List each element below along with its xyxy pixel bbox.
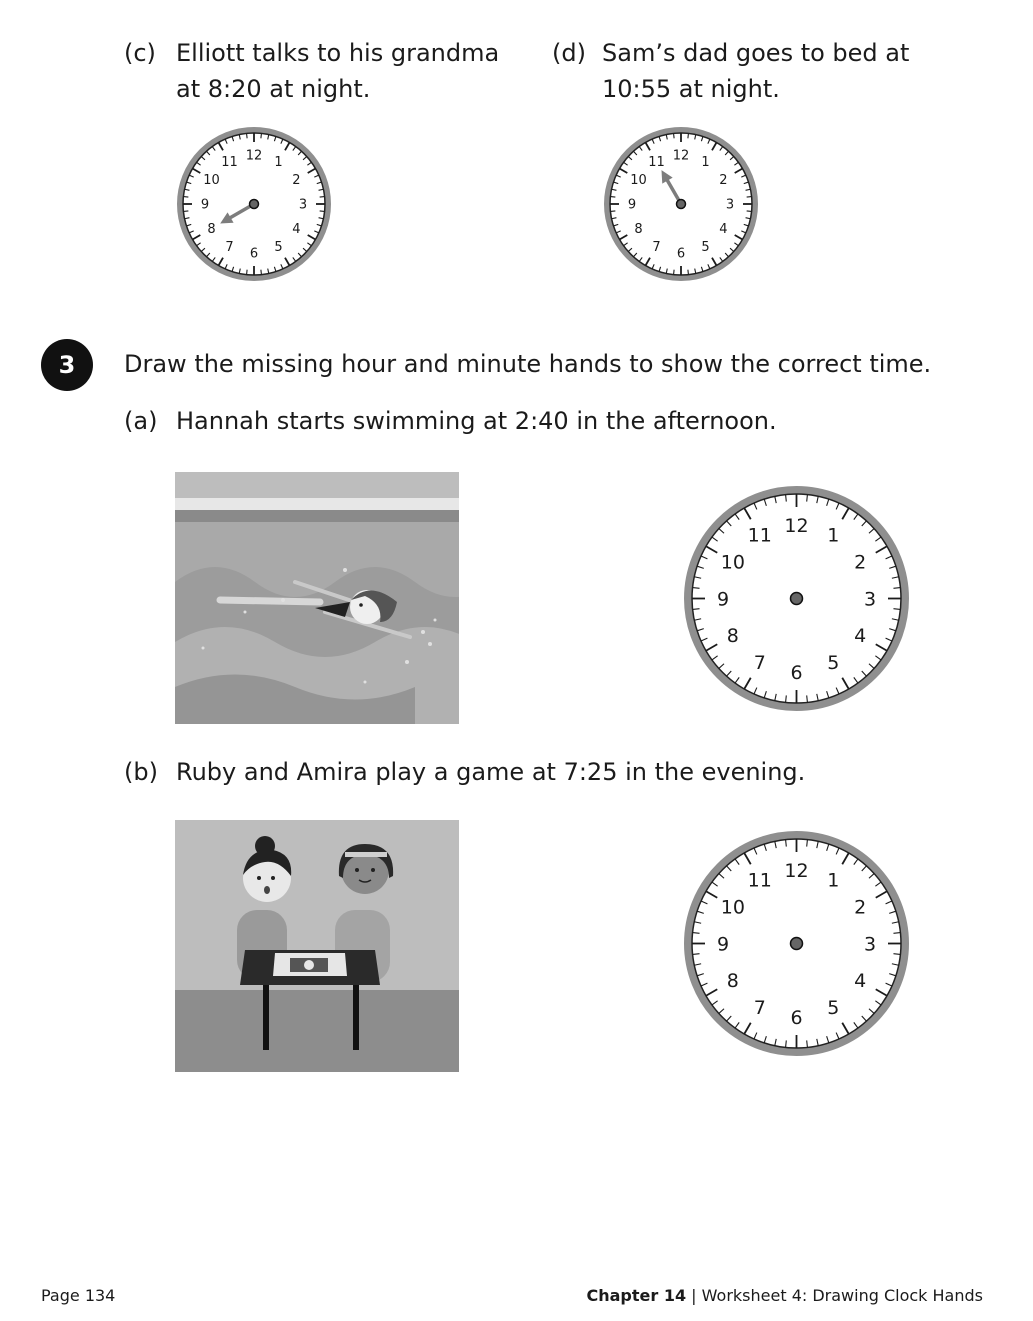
clock-number: 12 <box>672 148 690 164</box>
question-3-badge: 3 <box>41 339 93 391</box>
clock-number: 3 <box>725 197 735 213</box>
clock-number: 1 <box>827 869 840 892</box>
clock-number: 7 <box>753 996 766 1019</box>
clock-tick <box>674 133 675 138</box>
clock-number: 8 <box>207 222 216 238</box>
clock-tick <box>807 695 808 702</box>
clock-number: 9 <box>716 933 730 956</box>
clock-number: 8 <box>634 222 643 238</box>
clock-tick <box>688 133 689 138</box>
clock-number: 1 <box>701 155 710 171</box>
clock-number: 2 <box>719 173 728 189</box>
board-game-illustration <box>175 820 459 1072</box>
clock-number: 10 <box>720 896 745 919</box>
question-d-line2: 10:55 at night. <box>602 75 780 103</box>
clock-tick <box>786 840 787 847</box>
part-a-label: (a) <box>124 407 158 435</box>
clock-number: 4 <box>854 625 867 648</box>
clock-number: 6 <box>790 1006 803 1029</box>
clock-tick <box>893 933 900 934</box>
clock-number: 2 <box>854 896 867 919</box>
page-number: Page 134 <box>41 1286 116 1305</box>
clock-tick <box>674 270 675 275</box>
clock-number: 6 <box>676 246 686 262</box>
clock-tick <box>183 197 188 198</box>
clock-tick <box>261 133 262 138</box>
clock-number: 12 <box>784 859 809 882</box>
clock-tick <box>261 270 262 275</box>
clock-number: 4 <box>719 222 728 238</box>
clock-number: 3 <box>863 933 877 956</box>
clock-a <box>683 485 910 712</box>
clock-tick <box>747 211 752 212</box>
clock-tick <box>247 133 248 138</box>
clock-number: 7 <box>652 240 661 256</box>
clock-number: 11 <box>648 155 665 171</box>
part-a-text: Hannah starts swimming at 2:40 in the afternoon. <box>176 407 777 435</box>
clock-c <box>176 126 332 282</box>
clock-tick <box>747 197 752 198</box>
question-c-label: (c) <box>124 39 156 67</box>
question-c-line1: Elliott talks to his grandma <box>176 39 500 67</box>
clock-number: 5 <box>274 240 283 256</box>
part-b-text: Ruby and Amira play a game at 7:25 in the evening. <box>176 758 806 786</box>
swimming-illustration <box>175 472 459 724</box>
clock-tick <box>610 211 615 212</box>
clock-b <box>683 830 910 1057</box>
clock-tick <box>183 211 188 212</box>
clock-number: 5 <box>827 996 840 1019</box>
clock-tick <box>786 495 787 502</box>
part-b-label: (b) <box>124 758 158 786</box>
clock-number: 12 <box>784 514 809 537</box>
clock-number: 9 <box>716 588 730 611</box>
clock-number: 2 <box>854 551 867 574</box>
question-c-line2: at 8:20 at night. <box>176 75 371 103</box>
clock-tick <box>688 270 689 275</box>
clock-number: 1 <box>827 524 840 547</box>
question-d-line1: Sam’s dad goes to bed at <box>602 39 910 67</box>
clock-tick <box>786 1040 787 1047</box>
clock-tick <box>893 609 900 610</box>
clock-tick <box>893 588 900 589</box>
clock-number: 10 <box>720 551 745 574</box>
clock-tick <box>786 695 787 702</box>
clock-number: 7 <box>753 651 766 674</box>
clock-d <box>603 126 759 282</box>
clock-tick <box>693 954 700 955</box>
clock-tick <box>807 1040 808 1047</box>
clock-number: 3 <box>863 588 877 611</box>
clock-tick <box>807 495 808 502</box>
clock-number: 12 <box>245 148 263 164</box>
clock-number: 11 <box>221 155 238 171</box>
clock-number: 9 <box>200 197 210 213</box>
question-3-instruction: Draw the missing hour and minute hands to show the correct time. <box>124 350 932 378</box>
clock-number: 5 <box>701 240 710 256</box>
clock-tick <box>693 588 700 589</box>
clock-number: 10 <box>630 173 647 189</box>
clock-number: 6 <box>790 661 803 684</box>
clock-number: 6 <box>249 246 259 262</box>
clock-number: 1 <box>274 155 283 171</box>
clock-tick <box>893 954 900 955</box>
footer-separator: | <box>691 1286 697 1305</box>
clock-number: 8 <box>726 625 739 648</box>
clock-number: 4 <box>854 970 867 993</box>
clock-number: 4 <box>292 222 301 238</box>
clock-tick <box>320 197 325 198</box>
clock-number: 11 <box>747 524 772 547</box>
clock-number: 10 <box>203 173 220 189</box>
clock-tick <box>693 609 700 610</box>
footer-chapter <box>586 1284 983 1308</box>
clock-number: 3 <box>298 197 308 213</box>
clock-number: 5 <box>827 651 840 674</box>
clock-number: 11 <box>747 869 772 892</box>
clock-tick <box>807 840 808 847</box>
clock-number: 7 <box>225 240 234 256</box>
question-d-label: (d) <box>552 39 586 67</box>
clock-tick <box>247 270 248 275</box>
clock-tick <box>320 211 325 212</box>
clock-tick <box>693 933 700 934</box>
clock-tick <box>610 197 615 198</box>
footer-chapter-number: Chapter 14 <box>586 1286 687 1305</box>
clock-number: 9 <box>627 197 637 213</box>
clock-number: 2 <box>292 173 301 189</box>
footer-worksheet-title: Worksheet 4: Drawing Clock Hands <box>701 1286 983 1305</box>
clock-number: 8 <box>726 970 739 993</box>
